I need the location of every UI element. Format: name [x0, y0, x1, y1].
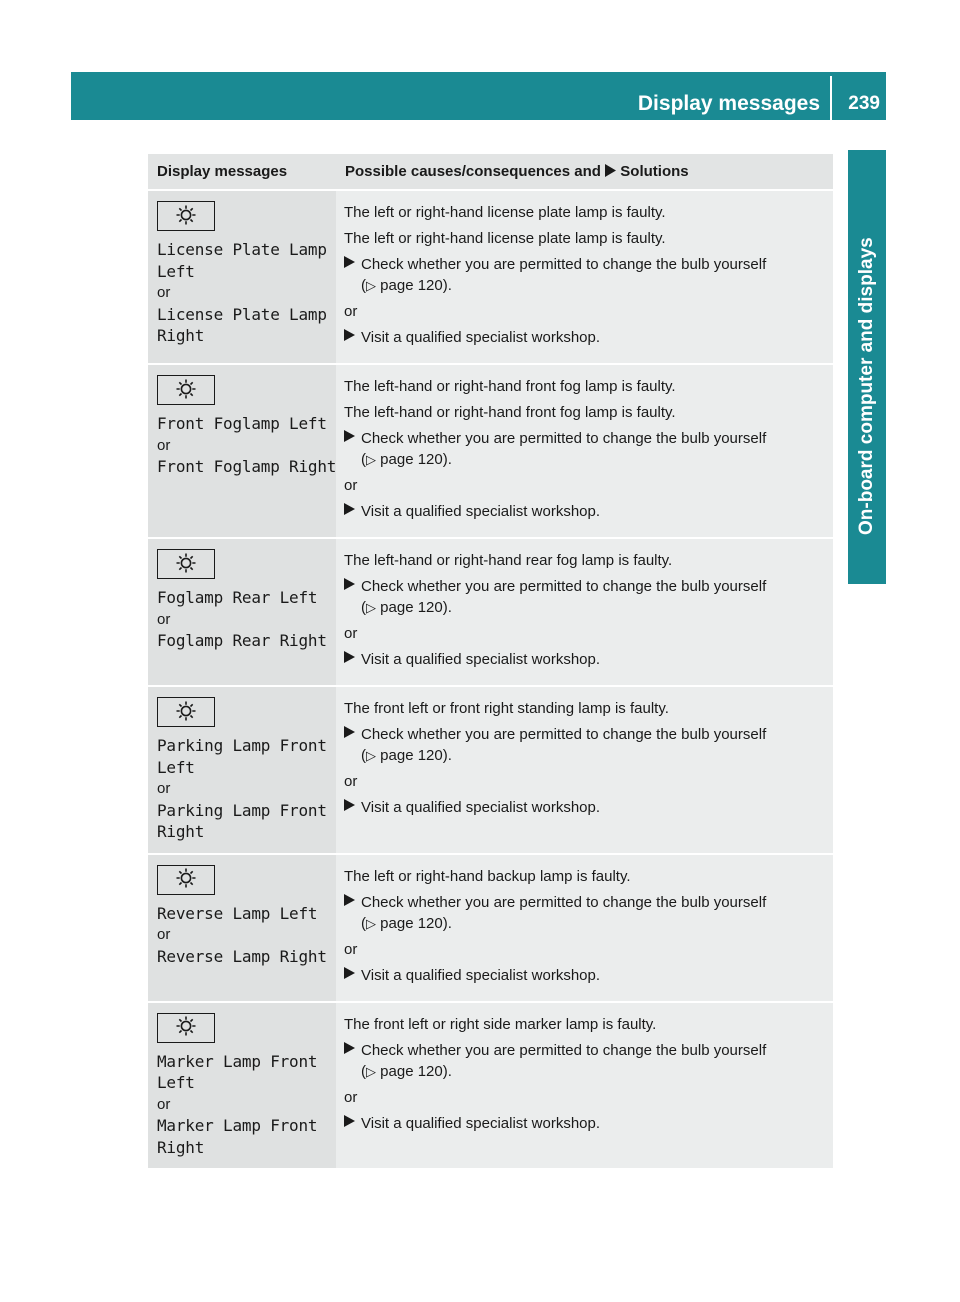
step-arrow-icon	[344, 576, 361, 618]
page-ref-icon: ▷	[366, 278, 376, 293]
solution-step	[344, 1113, 824, 1134]
display-message-text: Right	[157, 326, 205, 345]
message-cell	[148, 538, 336, 686]
or-label: or	[344, 477, 358, 494]
page-reference[interactable]: page 120).	[380, 277, 452, 294]
display-message-text: Front Foglamp Right	[157, 457, 337, 476]
table-row	[148, 538, 833, 686]
section-title: Display messages	[637, 92, 820, 115]
bulb-icon	[157, 375, 215, 405]
display-message-text: Foglamp Rear Right	[157, 631, 327, 650]
page-ref-icon: ▷	[366, 748, 376, 763]
cause-text: The left or right-hand license plate lamp is faulty.	[344, 230, 666, 247]
table-row	[148, 686, 833, 854]
solution-step	[344, 501, 824, 522]
step-text: Check whether you are permitted to change the bulb yourself	[361, 430, 767, 447]
or-label: or	[157, 284, 171, 301]
message-cell	[148, 854, 336, 1002]
page-reference[interactable]: page 120).	[380, 1062, 452, 1080]
step-arrow-icon	[344, 892, 361, 934]
page-header	[71, 72, 886, 120]
step-arrow-icon	[344, 428, 361, 470]
solution-step: Check whether you are permitted to change the bulb yourself (▷ page 120).	[344, 576, 824, 618]
display-message-text: Reverse Lamp Right	[157, 946, 327, 966]
bulb-icon	[157, 201, 215, 231]
cause-text: The left or right-hand license plate lamp is faulty.	[344, 204, 666, 221]
cause-text: The front left or front right standing lamp is faulty.	[344, 700, 669, 717]
page-ref-icon: ▷	[366, 452, 376, 467]
step-arrow-icon	[344, 327, 361, 348]
solution-cell	[336, 190, 833, 364]
or-label: or	[157, 610, 171, 628]
display-message-text: Right	[157, 1137, 205, 1157]
step-arrow-icon	[344, 1040, 361, 1082]
solution-step: Check whether you are permitted to change the bulb yourself (▷ page 120).	[344, 254, 824, 296]
display-message-text: License Plate Lamp	[157, 240, 327, 259]
page-number: 239	[848, 93, 880, 114]
page-ref-icon: ▷	[366, 1063, 376, 1079]
page-ref-icon: ▷	[366, 600, 376, 615]
solution-step	[344, 965, 824, 986]
step-text: Visit a qualified specialist workshop.	[361, 503, 601, 520]
side-tab-marker	[848, 548, 886, 584]
step-arrow-icon	[344, 797, 361, 818]
step-text: Visit a qualified specialist workshop.	[361, 1114, 601, 1132]
or-label: or	[344, 940, 358, 958]
display-message-text: License Plate Lamp	[157, 304, 327, 324]
step-arrow-icon	[344, 1113, 361, 1134]
step-text: Visit a qualified specialist workshop.	[361, 651, 601, 668]
message-cell	[148, 190, 336, 364]
step-arrow-icon	[344, 965, 361, 986]
step-text: Check whether you are permitted to change the bulb yourself	[361, 893, 767, 911]
display-message-text: Marker Lamp Front	[157, 1116, 318, 1135]
solution-step: Check whether you are permitted to change the bulb yourself (▷ page 120).	[344, 428, 824, 470]
display-message-text: Left	[157, 261, 195, 281]
header-divider	[830, 76, 832, 120]
play-arrow-icon	[605, 164, 616, 177]
page-reference[interactable]: page 120).	[380, 599, 452, 616]
solution-step	[344, 797, 824, 818]
display-message-text: Parking Lamp Front	[157, 800, 327, 820]
or-label: or	[344, 625, 358, 642]
or-label: or	[344, 1088, 358, 1106]
step-text: Visit a qualified specialist workshop.	[361, 966, 601, 984]
bulb-icon	[157, 549, 215, 579]
display-message-text: Right	[157, 822, 205, 841]
page-ref-icon: ▷	[366, 915, 376, 931]
solution-cell	[336, 1002, 833, 1170]
column-header-messages: Display messages	[148, 154, 336, 190]
cause-text: The left or right-hand backup lamp is faulty.	[344, 867, 631, 885]
solution-step	[344, 327, 824, 348]
or-label: or	[157, 1095, 171, 1113]
step-text: Visit a qualified specialist workshop.	[361, 329, 601, 346]
display-message-text: Left	[157, 1073, 195, 1092]
step-text: Check whether you are permitted to change the bulb yourself	[361, 256, 767, 273]
solution-cell	[336, 538, 833, 686]
page-reference[interactable]: page 120).	[380, 914, 452, 932]
message-cell	[148, 686, 336, 854]
display-message-text: Parking Lamp Front	[157, 736, 327, 755]
step-arrow-icon	[344, 501, 361, 522]
or-label: or	[344, 773, 358, 790]
display-messages-table	[148, 154, 833, 1170]
cause-text: The left-hand or right-hand front fog lamp is faulty.	[344, 404, 676, 421]
column-header-solutions: Possible causes/consequences and Solutions	[336, 154, 833, 190]
page-reference[interactable]: page 120).	[380, 747, 452, 764]
cause-text: The left-hand or right-hand front fog lamp is faulty.	[344, 378, 676, 395]
step-text: Check whether you are permitted to change the bulb yourself	[361, 726, 767, 743]
step-arrow-icon	[344, 254, 361, 296]
cause-text: The front left or right side marker lamp is faulty.	[344, 1015, 657, 1033]
display-message-text: Foglamp Rear Left	[157, 588, 318, 607]
bulb-icon	[157, 1013, 215, 1043]
table-header-row	[148, 154, 833, 190]
step-arrow-icon	[344, 649, 361, 670]
bulb-icon	[157, 697, 215, 727]
solution-cell	[336, 854, 833, 1002]
side-tab-label: On-board computer and displays	[856, 237, 877, 535]
page-reference[interactable]: page 120).	[380, 451, 452, 468]
solution-cell	[336, 686, 833, 854]
or-label: or	[157, 780, 171, 797]
step-text: Visit a qualified specialist workshop.	[361, 799, 601, 816]
table-row	[148, 364, 833, 538]
table-row	[148, 854, 833, 1002]
bulb-icon	[157, 865, 215, 895]
cause-text: The left-hand or right-hand rear fog lamp is faulty.	[344, 552, 673, 569]
or-label: or	[157, 436, 171, 454]
solution-step: Check whether you are permitted to change the bulb yourself (▷ page 120).	[344, 724, 824, 766]
solution-step	[344, 649, 824, 670]
step-arrow-icon	[344, 724, 361, 766]
table-row	[148, 1002, 833, 1170]
display-message-text: Left	[157, 757, 195, 777]
solution-step: Check whether you are permitted to change the bulb yourself (▷ page 120).	[344, 892, 824, 934]
display-message-text: Front Foglamp Left	[157, 414, 327, 433]
step-text: Check whether you are permitted to change the bulb yourself	[361, 578, 767, 595]
display-message-text: Reverse Lamp Left	[157, 903, 318, 923]
message-cell	[148, 1002, 336, 1170]
or-label: or	[344, 303, 358, 320]
step-text: Check whether you are permitted to change the bulb yourself	[361, 1041, 767, 1059]
message-cell	[148, 364, 336, 538]
solution-cell	[336, 364, 833, 538]
solution-step: Check whether you are permitted to change the bulb yourself (▷ page 120).	[344, 1040, 824, 1082]
table-row	[148, 190, 833, 364]
display-message-text: Marker Lamp Front	[157, 1051, 318, 1071]
or-label: or	[157, 926, 171, 943]
